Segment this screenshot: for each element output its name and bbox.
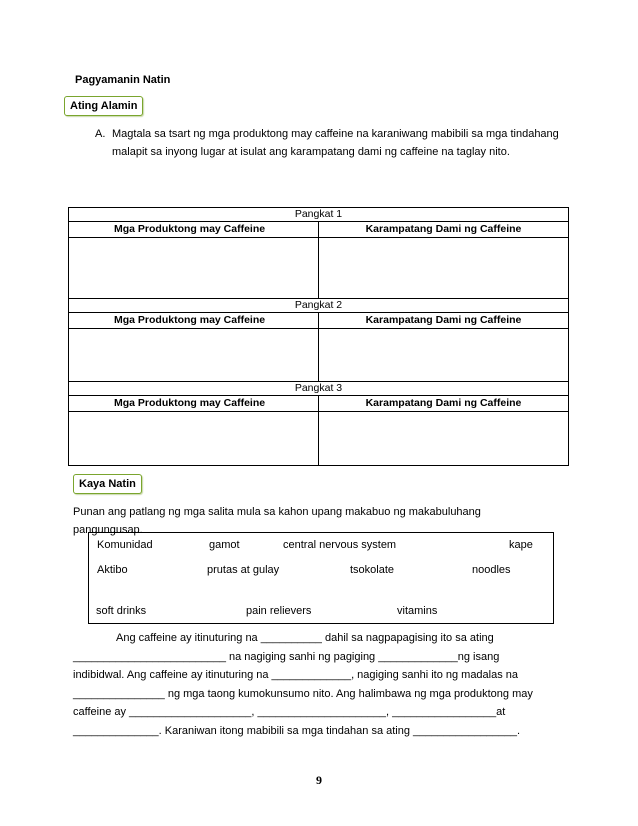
page-number: 9: [316, 773, 322, 787]
instruction: [95, 125, 565, 161]
section-tag-ating-alamin: Ating Alamin: [64, 96, 143, 116]
answer-cell-amount[interactable]: [319, 238, 569, 299]
word-option: noodles: [472, 564, 511, 576]
word-option: soft drinks: [96, 605, 147, 617]
word-option: pain relievers: [246, 605, 312, 617]
answer-cell-products[interactable]: [69, 329, 319, 382]
section-title: Pagyamanin Natin: [75, 74, 171, 86]
column-header-products: Mga Produktong may Caffeine: [69, 396, 319, 412]
word-option: gamot: [209, 539, 240, 551]
section-tag-kaya-natin: Kaya Natin: [73, 474, 142, 494]
paragraph-line: caffeine ay ____________________, _____________________, _________________at: [73, 706, 506, 718]
fill-instruction: Punan ang patlang ng mga salita mula sa kahon upang makabuo ng makabuluhang pangungusap.: [73, 506, 481, 536]
word-option: tsokolate: [350, 564, 395, 576]
column-header-amount: Karampatang Dami ng Caffeine: [319, 396, 569, 412]
paragraph-line: ______________. Karaniwan itong mabibili sa mga tindahan sa ating _________________.: [73, 724, 521, 737]
answer-cell-amount[interactable]: [319, 329, 569, 382]
paragraph-line: indibidwal. Ang caffeine ay itinuturing na _____________, nagiging sanhi ito ng madalas na: [73, 669, 519, 681]
paragraph-line: Ang caffeine ay itinuturing na __________ dahil sa nagpapagising ito sa ating: [116, 632, 494, 644]
instruction-label: A.: [95, 128, 106, 140]
column-header-amount: Karampatang Dami ng Caffeine: [319, 313, 569, 329]
answer-cell-products[interactable]: [69, 238, 319, 299]
column-header-products: Mga Produktong may Caffeine: [69, 222, 319, 238]
group-title: Pangkat 2: [69, 299, 569, 313]
word-option: Aktibo: [97, 564, 128, 576]
word-option: central nervous system: [283, 539, 397, 551]
word-option: kape: [509, 539, 533, 551]
paragraph-line: _______________ ng mga taong kumokunsumo nito. Ang halimbawa ng mga produktong may: [73, 687, 533, 700]
word-option: Komunidad: [97, 539, 153, 551]
word-box: [88, 532, 554, 624]
caffeine-chart: [68, 207, 569, 466]
group-title: Pangkat 3: [69, 382, 569, 396]
column-header-amount: Karampatang Dami ng Caffeine: [319, 222, 569, 238]
paragraph-line: _________________________ na nagiging sanhi ng pagiging _____________ng isang: [73, 650, 500, 663]
group-title: Pangkat 1: [69, 208, 569, 222]
instruction-text: Magtala sa tsart ng mga produktong may caffeine na karaniwang mabibili sa mga tindahang malapit sa inyong lugar at isulat ang karampatang dami ng caffeine na taglay nito.: [112, 128, 559, 158]
column-header-products: Mga Produktong may Caffeine: [69, 313, 319, 329]
word-option: vitamins: [397, 605, 438, 617]
word-option: prutas at gulay: [207, 564, 280, 576]
answer-cell-amount[interactable]: [319, 412, 569, 466]
fill-in-paragraph: [73, 629, 563, 740]
answer-cell-products[interactable]: [69, 412, 319, 466]
